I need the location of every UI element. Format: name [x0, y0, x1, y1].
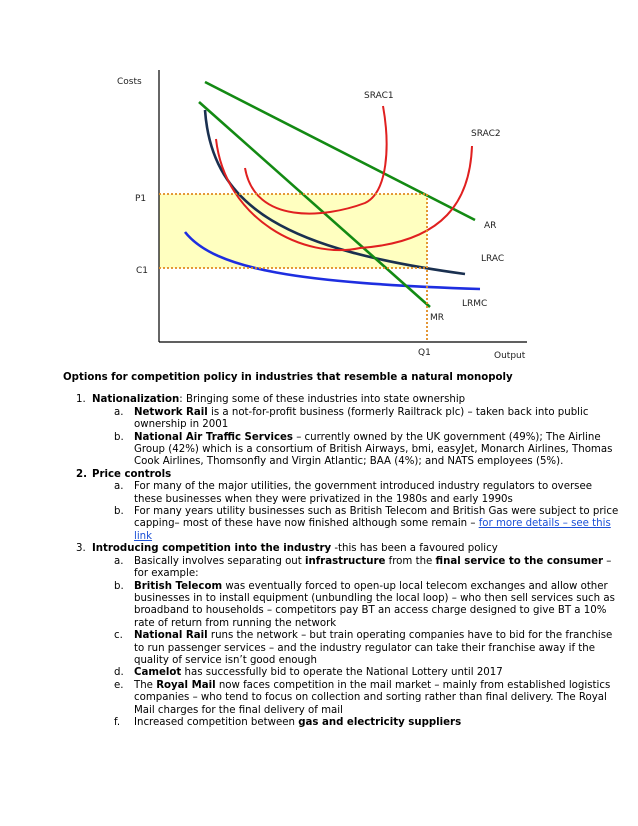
sub-letter: d.: [114, 667, 124, 679]
sub-letter: a.: [114, 555, 124, 567]
c1-label: C1: [136, 266, 149, 276]
sub-item: [92, 667, 623, 679]
sub-text: For many of the major utilities, the government introduced industry regulators to oversee these businesses when they were privatized in the 1980s and early 1990s: [134, 481, 592, 505]
sub-text: runs the network – but train operating companies have to bid for the franchise to run passenger services – and the industry regulator can take their franchise away if the quality of service isn’t good enough: [134, 630, 613, 666]
sub-letter: b.: [114, 506, 124, 518]
sub-item: [92, 432, 623, 469]
sub-list: [92, 556, 623, 730]
sub-letter: c.: [114, 630, 123, 642]
sub-bold: final service to the consumer: [435, 555, 604, 567]
details-link[interactable]: for more details – see this link: [134, 518, 611, 542]
item-title: Nationalization: [92, 394, 180, 406]
policy-document: [63, 372, 623, 729]
sub-item: [92, 717, 623, 729]
sub-bold: Network Rail: [134, 406, 208, 418]
sub-text: Increased competition between: [134, 716, 299, 728]
costs-axis-label: Costs: [117, 77, 142, 87]
section-heading: Options for competition policy in industries that resemble a natural monopoly: [63, 372, 513, 383]
q1-label: Q1: [418, 348, 431, 358]
sub-list: [92, 407, 623, 469]
lrac-label: LRAC: [481, 254, 505, 264]
sub-letter: f.: [114, 716, 121, 728]
policy-item-price-controls: [63, 469, 623, 543]
sub-item: [92, 481, 623, 506]
sub-text: – currently owned by the UK government (49%); The Airline Group (42%) which is a consortium of British Airways, bmi, easyJet, Monarch Airlines, Thomas Cook Airlines, Thomsonfly and Virgin Atlantic; BAA (4%); and NATS employees (5%).: [134, 431, 613, 468]
sub-bold: gas and electricity suppliers: [298, 716, 462, 728]
p1-label: P1: [135, 194, 147, 204]
item-number: 1.: [76, 394, 86, 406]
srac1-label: SRAC1: [364, 91, 394, 101]
sub-bold: National Air Traffic Services: [134, 431, 293, 443]
sub-text: is a not-for-profit business (formerly Railtrack plc) – taken back into public ownership in 2001: [134, 406, 589, 431]
sub-item: [92, 680, 623, 717]
mr-label: MR: [430, 313, 445, 323]
item-title: Introducing competition into the industry: [92, 543, 332, 555]
policy-list: [63, 394, 623, 729]
sub-text: from the: [385, 555, 436, 567]
sub-letter: e.: [114, 679, 124, 691]
sub-text: now faces competition in the mail market – mainly from established logistics companies – who tend to focus on collection and sorting rather than final delivery. The Royal Mail charges for the final delivery of mail: [134, 679, 611, 716]
sub-bold: Camelot: [134, 667, 182, 679]
sub-text: The: [134, 679, 157, 691]
item-number: 2.: [76, 468, 87, 480]
sub-bold: Royal Mail: [156, 679, 216, 691]
sub-list: [92, 481, 623, 543]
lrmc-label: LRMC: [462, 299, 488, 309]
sub-item: [92, 630, 623, 667]
srac2-label: SRAC2: [471, 129, 501, 139]
sub-letter: b.: [114, 431, 124, 443]
policy-item-competition: [63, 543, 623, 729]
sub-text: – for example:: [134, 555, 612, 580]
sub-text: was eventually forced to open-up local telecom exchanges and allow other businesses in to install equipment (unbundling the local loop) – who then sell services such as broadband to households – competitors pay BT an access charge designed to give BT a 10% rate of return from running the network: [134, 580, 615, 629]
item-number: 3.: [76, 543, 86, 555]
sub-bold: National Rail: [134, 630, 208, 642]
sub-item: [92, 506, 623, 543]
ar-label: AR: [484, 221, 497, 231]
sub-text: For many years utility businesses such as British Telecom and British Gas were subject to price capping– most of these have now finished although some remain –: [134, 506, 619, 530]
sub-letter: b.: [114, 580, 124, 592]
sub-letter: a.: [114, 406, 124, 418]
sub-item: [92, 581, 623, 631]
sub-item: [92, 407, 623, 432]
sub-text: has successfully bid to operate the National Lottery until 2017: [181, 667, 503, 679]
sub-item: [92, 556, 623, 581]
sub-bold: British Telecom: [134, 580, 223, 592]
sub-text: Basically involves separating out: [134, 555, 305, 567]
sub-bold: infrastructure: [305, 555, 386, 567]
sub-letter: a.: [114, 481, 124, 493]
cost-curve-diagram: [0, 0, 638, 372]
policy-item-nationalization: [63, 394, 623, 468]
item-text: -this has been a favoured policy: [331, 543, 498, 555]
item-title: Price controls: [92, 468, 172, 480]
output-axis-label: Output: [494, 351, 526, 361]
item-text: : Bringing some of these industries into state ownership: [179, 394, 466, 406]
